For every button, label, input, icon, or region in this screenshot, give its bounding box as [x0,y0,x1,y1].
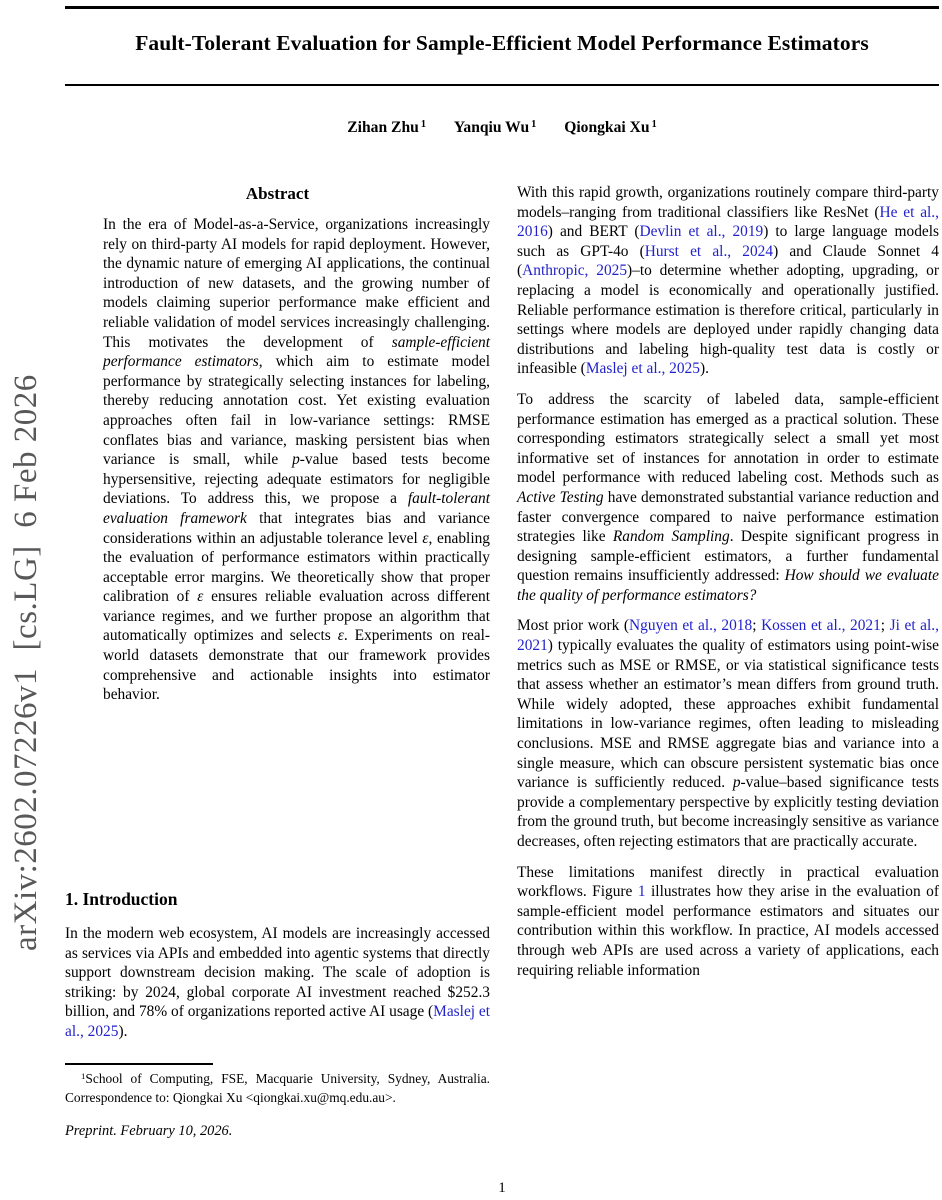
text-segment: fault-tolerant evaluation framework [103,490,490,527]
text-segment: Most prior work ( [517,617,630,635]
text-segment: have demonstrated substantial variance reduction and faster convergence compared to naive performance estimation strategies like [517,488,939,546]
right-paragraph-1 [517,183,939,379]
page-number: 1 [498,1180,506,1196]
introduction-paragraph-1 [65,924,490,1042]
text-segment: ε [337,627,344,645]
citation-link[interactable]: Nguyen et al., 2018 [629,617,753,635]
right-paragraph-3 [517,616,939,851]
text-segment: Active Testing [517,488,604,506]
text-segment: Random Sampling [612,528,730,546]
text-segment: In the era of Model-as-a-Service, organizations increasingly rely on third-party AI models for rapid deployment. However, the dynamic nature of emerging AI applications, the continual introduction of new datasets, and the growing number of models claiming superior performance make efficient and reliable validation of model services increasingly challenging. This motivates the development of [103,216,490,351]
paper-title: Fault-Tolerant Evaluation for Sample-Efficient Model Performance Estimators [135,31,869,55]
text-segment: ensures reliable evaluation across different variance regimes, and we further propose an algorithm that automatically optimizes and selects [103,588,490,645]
text-segment: -value based tests become hypersensitive, rejecting adequate estimators for negligible deviations. To address this, we propose a [103,451,490,508]
author-3-affiliation-mark: 1 [651,119,657,131]
text-segment: ε [422,529,429,547]
affiliation-footnote [65,1070,490,1107]
text-segment: In the modern web ecosystem, AI models are increasingly accessed as services via APIs and embedded into agentic systems that directly support downstream decision making. The scale of adoption is striking: by 2024, global corporate AI investment reached $252.3 billion, and 78% of organizations reported active AI usage ( [65,925,490,1021]
text-segment: ) and Claude Sonnet 4 ( [517,242,939,280]
text-segment: illustrates how they arise in the evaluation of sample-efficient model performance estimators and situates our contribution within this workflow. In practice, AI models accessed through web APIs are used across a variety of applications, each requiring reliable information [517,883,939,979]
arxiv-watermark: arXiv:2602.07226v1 [cs.LG] 6 Feb 2026 [8,374,44,951]
citation-link[interactable]: Devlin et al., 2019 [639,223,764,241]
text-segment: ). [699,360,709,378]
text-segment: School of Computing, FSE, Macquarie University, Sydney, Australia. Correspondence to: Qiongkai Xu <qiongkai.xu@mq.edu.au>. [65,1070,490,1105]
right-paragraph-2 [517,390,939,606]
right-column [517,183,939,980]
text-segment: ). [118,1022,128,1040]
text-segment: ) typically evaluates the quality of estimators using point-wise metrics such as MSE or RMSE, or via statistical significance tests that assess whether an estimator’s mean differs from ground truth. While widely adopted, these approaches exhibit fundamental limitations in low-variance regimes, often leading to misleading conclusions. MSE and RMSE aggregate bias and variance into a single measure, which can obscure persistent systematic bias once variance is sufficiently reduced. [517,637,939,792]
text-segment: . Despite significant progress in designing sample-efficient estimators, a further fundamental question remains insufficiently addressed: [517,528,939,585]
text-segment: ε [197,588,204,606]
abstract-section [65,184,490,705]
citation-link[interactable]: Maslej et al., 2025 [65,1003,491,1040]
author-3-name: Qiongkai Xu [564,119,650,136]
author-2-affiliation-mark: 1 [531,119,537,131]
author-1-affiliation-mark: 1 [420,119,426,131]
right-paragraph-4 [517,863,939,981]
text-segment: . Experiments on real-world datasets demonstrate that our framework provides comprehensive and actionable insights into estimator behavior. [103,627,490,704]
abstract-paragraph [103,215,490,705]
citation-link[interactable]: 1 [637,883,646,901]
text-segment: p [732,774,741,792]
text-segment: -value–based significance tests provide a complementary perspective by explicitly testing deviation from the ground truth, but become increasingly sensitive as variance decreases, often rejecting estimators that are practically accurate. [517,774,939,850]
footnote-rule [65,1063,213,1065]
citation-link[interactable]: Anthropic, 2025 [522,262,628,280]
title-rule-bottom [65,84,939,86]
text-segment: , which aim to estimate model performance by strategically selecting instances for labeling, thereby reducing annotation cost. Yet existing evaluation approaches often fail in low-variance settings: RMSE conflates bias and variance, masking persistent bias when variance is small, while [103,353,491,469]
citation-link[interactable]: Ji et al., 2021 [517,617,939,655]
author-2 [454,119,536,136]
text-segment: )–to determine whether adopting, upgrading, or replacing a model is economically and operationally justified. Reliable performance estimation is therefore critical, particularly in settings where models are deployed under rapidly changing data distributions and labeling high-quality test data is costly or infeasible ( [517,262,939,378]
author-3 [564,119,657,136]
text-segment: ; [880,617,890,635]
title-rule-top [65,6,939,9]
author-line [65,119,939,137]
abstract-heading: Abstract [245,184,310,203]
author-2-name: Yanqiu Wu [453,119,530,136]
section-heading-introduction: 1. Introduction [65,889,178,909]
text-segment: To address the scarcity of labeled data, sample-efficient performance estimation has emerged as a practical solution. These corresponding estimators strategically select a small yet most informative set of instances for annotation in order to estimate model performance with reduced labeling cost. Methods such as [517,390,939,487]
text-segment: ) and BERT ( [547,223,640,241]
citation-link[interactable]: Kossen et al., 2021 [761,617,881,635]
text-segment: sample-efficient performance estimators [103,333,490,371]
preprint-note: Preprint. February 10, 2026. [65,1123,233,1140]
footnote-section [65,1063,490,1140]
author-1 [347,119,426,136]
text-segment: that integrates bias and variance considerations within an adjustable tolerance level [103,509,490,547]
text-segment: These limitations manifest directly in practical evaluation workflows. Figure [517,863,939,901]
citation-link[interactable]: He et al., 2016 [517,203,939,241]
text-segment: , enabling the evaluation of performance estimators within practically acceptable error margins. We theoretically show that proper calibration of [103,529,491,606]
text-segment: ) to large language models such as GPT-4o ( [517,223,939,260]
introduction-section [65,889,490,1042]
citation-link[interactable]: Hurst et al., 2024 [644,242,774,260]
text-segment: With this rapid growth, organizations routinely compare third-party models–ranging from traditional classifiers like ResNet ( [517,184,939,221]
author-1-name: Zihan Zhu [347,119,419,136]
text-segment: p [292,451,300,469]
citation-link[interactable]: Maslej et al., 2025 [585,360,700,378]
text-segment: 1 [81,1070,86,1081]
text-segment: How should we evaluate the quality of performance estimators? [517,567,939,604]
text-segment: ; [752,617,762,635]
